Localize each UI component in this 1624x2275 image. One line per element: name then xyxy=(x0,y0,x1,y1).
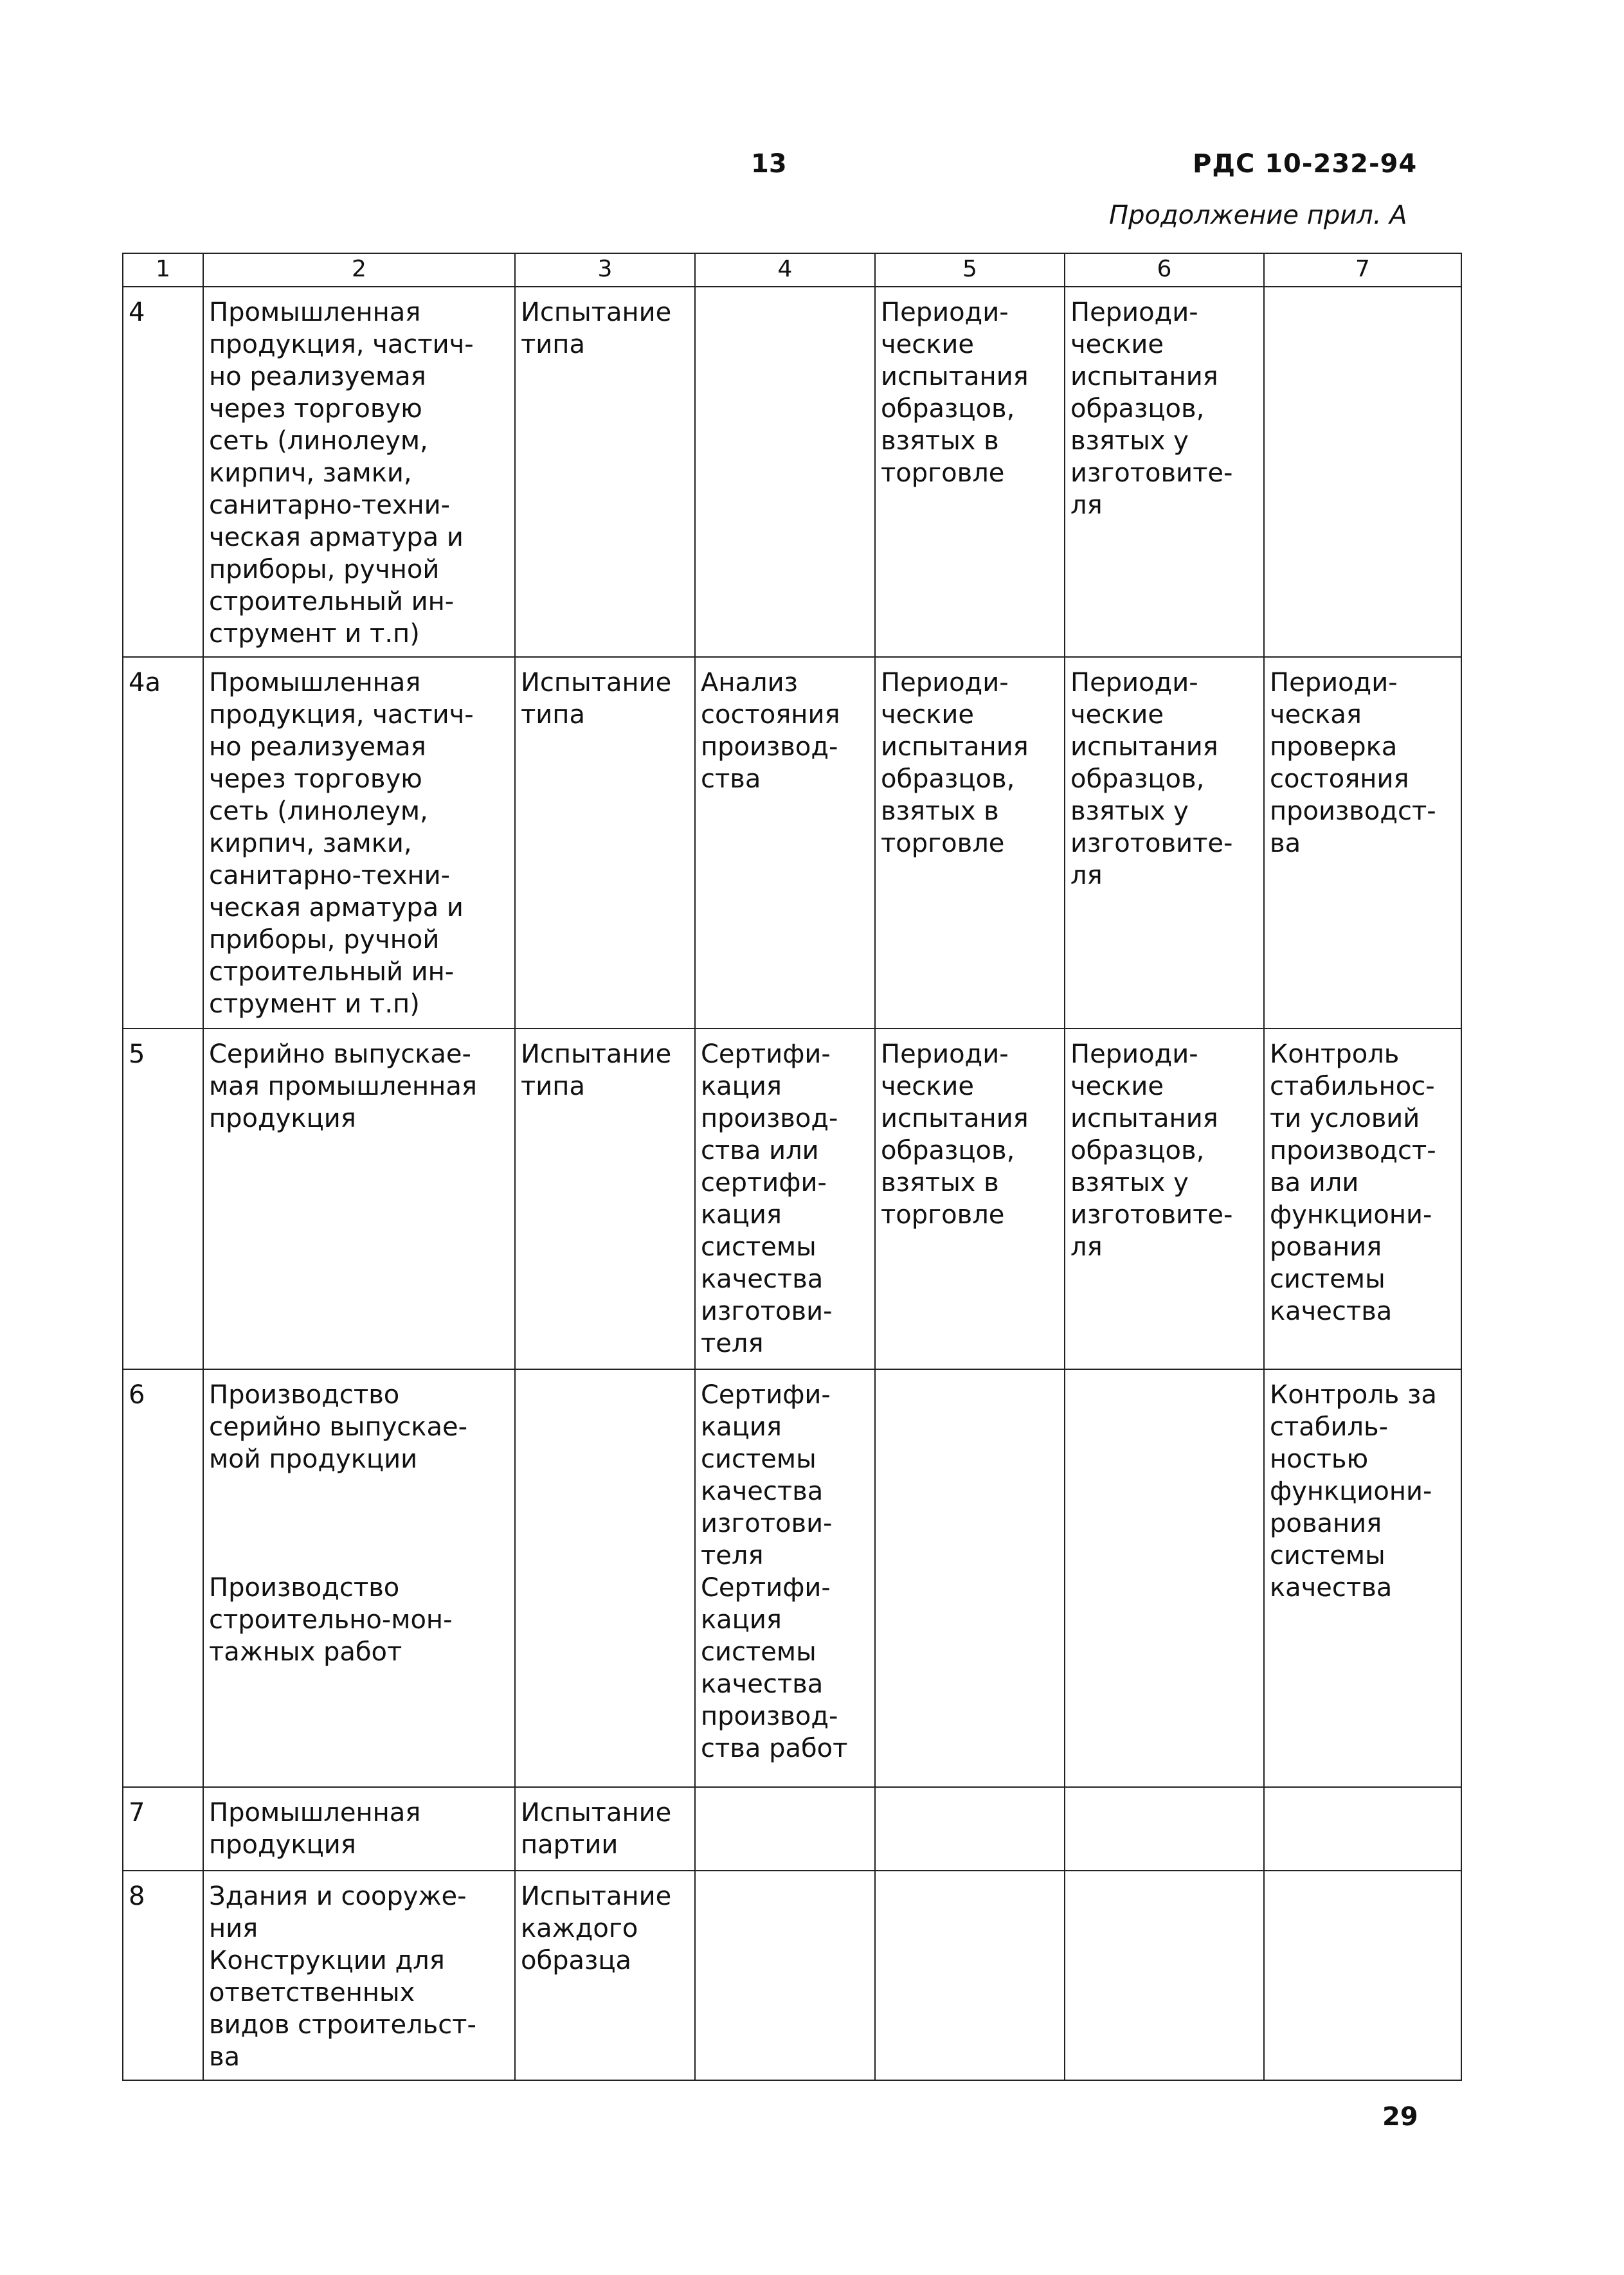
column-header: 5 xyxy=(875,253,1065,287)
row-number-cell: 4а xyxy=(123,657,203,1029)
row-number-cell: 4 xyxy=(123,287,203,657)
column-header: 3 xyxy=(515,253,695,287)
row-number-cell: 5 xyxy=(123,1029,203,1369)
table-cell: Периоди- ческие испытания образцов, взятых в торговле xyxy=(875,287,1065,657)
table-cell: Здания и сооруже- ния Конструкции для ответственных видов строительст- ва xyxy=(203,1871,515,2080)
table-cell: Испытание типа xyxy=(515,287,695,657)
table-cell xyxy=(695,1787,875,1871)
table-cell: Периоди- ческие испытания образцов, взятых у изготовите- ля xyxy=(1065,657,1264,1029)
row-number-cell: 6 xyxy=(123,1369,203,1787)
table-cell: Производство серийно выпускае- мой продукции Производство строительно-мон- тажных работ xyxy=(203,1369,515,1787)
table-cell: Контроль стабильнос- ти условий производст- ва или функциони- рования системы качества xyxy=(1264,1029,1461,1369)
page-number-top: 13 xyxy=(751,149,787,179)
table-cell xyxy=(1264,1787,1461,1871)
table-cell xyxy=(875,1871,1065,2080)
table-cell: Периоди- ческие испытания образцов, взятых у изготовите- ля xyxy=(1065,287,1264,657)
table-cell: Периоди- ческая проверка состояния производст- ва xyxy=(1264,657,1461,1029)
table-row xyxy=(123,1369,1461,1787)
column-header: 1 xyxy=(123,253,203,287)
table-cell xyxy=(875,1787,1065,1871)
table-row xyxy=(123,1871,1461,2080)
table-cell: Периоди- ческие испытания образцов, взятых в торговле xyxy=(875,657,1065,1029)
table-cell xyxy=(1065,1871,1264,2080)
table-cell: Промышленная продукция xyxy=(203,1787,515,1871)
column-header: 4 xyxy=(695,253,875,287)
table-cell: Испытание типа xyxy=(515,657,695,1029)
table-cell: Испытание каждого образца xyxy=(515,1871,695,2080)
column-header: 2 xyxy=(203,253,515,287)
column-header: 7 xyxy=(1264,253,1461,287)
continuation-label: Продолжение прил. А xyxy=(1109,201,1407,230)
certification-table xyxy=(122,253,1462,2081)
table-cell: Сертифи- кация производ- ства или сертифи- кация системы качества изготови- теля xyxy=(695,1029,875,1369)
table-cell xyxy=(1264,1871,1461,2080)
table-cell xyxy=(695,1871,875,2080)
table-cell: Анализ состояния производ- ства xyxy=(695,657,875,1029)
table-row xyxy=(123,657,1461,1029)
table-cell: Сертифи- кация системы качества изготови- теля Сертифи- кация системы качества производ- ства работ xyxy=(695,1369,875,1787)
table-cell: Серийно выпускае- мая промышленная продукция xyxy=(203,1029,515,1369)
table-cell xyxy=(515,1369,695,1787)
column-header: 6 xyxy=(1065,253,1264,287)
table-row xyxy=(123,1029,1461,1369)
table-cell: Испытание партии xyxy=(515,1787,695,1871)
table-cell: Периоди- ческие испытания образцов, взятых у изготовите- ля xyxy=(1065,1029,1264,1369)
table-row xyxy=(123,1787,1461,1871)
table-cell xyxy=(1065,1787,1264,1871)
table-cell: Промышленная продукция, частич- но реализуемая через торговую сеть (линолеум, кирпич, замки, санитарно-техни- ческая арматура и приборы, ручной строительный ин- струмент и т.п) xyxy=(203,287,515,657)
table-cell: Контроль за стабиль- ностью функциони- рования системы качества xyxy=(1264,1369,1461,1787)
table-cell: Периоди- ческие испытания образцов, взятых в торговле xyxy=(875,1029,1065,1369)
table-cell: Промышленная продукция, частич- но реализуемая через торговую сеть (линолеум, кирпич, замки, санитарно-техни- ческая арматура и приборы, ручной строительный ин- струмент и т.п) xyxy=(203,657,515,1029)
table-row xyxy=(123,287,1461,657)
table-cell: Испытание типа xyxy=(515,1029,695,1369)
row-number-cell: 8 xyxy=(123,1871,203,2080)
page-number-bottom: 29 xyxy=(1382,2102,1418,2132)
table-cell xyxy=(1264,287,1461,657)
table-cell xyxy=(875,1369,1065,1787)
table-header-row xyxy=(123,253,1461,287)
document-code: РДС 10-232-94 xyxy=(1193,149,1418,179)
table-cell xyxy=(695,287,875,657)
table-cell xyxy=(1065,1369,1264,1787)
row-number-cell: 7 xyxy=(123,1787,203,1871)
